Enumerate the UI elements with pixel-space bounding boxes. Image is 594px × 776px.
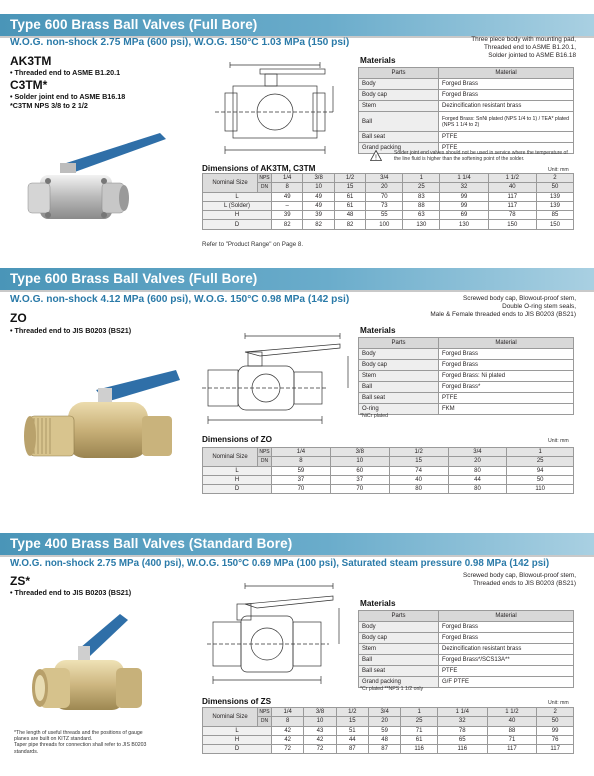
value-cell: 78 [488,211,536,220]
dn-cell: 40 [488,183,536,192]
note-line: Threaded end to ASME B1.20.1, [483,44,576,51]
table-row [203,485,574,494]
value-cell: 80 [448,466,507,475]
material-cell: Dezincification resistant brass [439,644,574,655]
value-cell: 99 [440,201,488,210]
material-cell: PTFE [439,666,574,677]
material-cell: Forged Brass* [439,382,574,393]
part-cell: Body [359,79,439,90]
table-row [359,644,574,655]
feature-line: • Threaded end to ASME B1.20.1 [10,68,121,77]
value-cell: 63 [403,211,440,220]
row-label: H [203,735,272,744]
material-cell: PTFE [439,143,574,154]
materials-title: Materials [360,599,396,608]
dn-cell: 20 [366,183,403,192]
product-range-ref: Refer to "Product Range" on Page 8. [202,241,304,248]
footnote-line: *The length of useful threads and the positions of gauge [14,730,143,736]
value-cell: 71 [487,735,537,744]
row-label: H [203,211,272,220]
table-header-row [359,611,574,622]
value-cell: 72 [304,745,336,754]
dn-cell: 50 [537,717,574,726]
row-label: L (Solder) [203,201,272,210]
section1-rating: W.O.G. non-shock 2.75 MPa (600 psi), W.O.G. 150°C 1.03 MPa (150 psi) [10,37,350,48]
part-cell: Ball [359,655,439,666]
material-cell: G/F PTFE [439,677,574,688]
table-header-row [203,183,574,192]
header-cell: Parts [359,338,439,349]
note-line: Screwed body cap, Blowout-proof stem, [463,572,576,579]
valve-photo-zs [22,608,172,718]
value-cell: 74 [389,466,448,475]
value-cell: 116 [437,745,487,754]
value-cell: 83 [403,192,440,201]
dn-cell: 8 [272,457,331,466]
materials-title: Materials [360,56,396,65]
footnote-line: Taper pipe threads for connection shall refer to JIS B0203 [14,742,147,749]
nps-cell: 3/8 [303,174,334,183]
nps-cell: 1 [507,448,574,457]
material-cell: Dezincification resistant brass [439,101,574,112]
nps-cell: 2 [536,174,573,183]
materials-table [358,67,574,154]
part-cell: Ball seat [359,393,439,404]
table-header-row [359,68,574,79]
value-cell: 117 [537,745,574,754]
value-cell: 48 [334,211,365,220]
dn-cell: 32 [437,717,487,726]
section1-title: Type 600 Brass Ball Valves (Full Bore) [10,17,258,32]
nominal-size-header: Nominal Size [203,708,258,727]
nps-cell: 1 1/2 [487,708,537,717]
nominal-size-header: Nominal Size [203,448,258,467]
table-row [359,349,574,360]
value-cell: 72 [272,745,304,754]
value-cell: 82 [272,220,303,229]
warning-icon [370,150,382,161]
nps-cell: 3/4 [448,448,507,457]
value-cell: 117 [487,745,537,754]
value-cell: 99 [537,726,574,735]
table-row [359,360,574,371]
note-line: Double O-ring stem seals, [502,303,576,310]
value-cell: 42 [304,735,336,744]
value-cell: 65 [437,735,487,744]
table-row [359,90,574,101]
unit-note: Unit: mm [548,438,569,444]
value-cell: 139 [536,201,573,210]
header-cell: Parts [359,68,439,79]
nps-cell: 2 [537,708,574,717]
dn-cell: 40 [487,717,537,726]
nps-cell: 3/8 [330,448,389,457]
dn-cell: 10 [303,183,334,192]
note-line: Three piece body with mounting pad, [471,36,576,43]
value-cell: 117 [488,201,536,210]
table-row [359,655,574,666]
header-cell: Parts [359,611,439,622]
table-row [359,666,574,677]
dimension-drawing-zo [200,330,360,430]
dn-cell: 10 [330,457,389,466]
value-cell: 50 [507,475,574,484]
value-cell: 48 [368,735,400,744]
dimensions-title: Dimensions of ZO [202,435,273,444]
note-line: Threaded ends to JIS B0203 (BS21) [472,580,576,587]
dimensions-table-ak3tm [202,173,574,230]
section2-banner [0,268,594,292]
value-cell: 42 [272,726,304,735]
dimensions-table-zs [202,707,574,754]
nps-label: NPS [259,449,270,456]
part-cell: Body cap [359,633,439,644]
value-cell: 70 [366,192,403,201]
material-cell: Forged Brass [439,79,574,90]
value-cell: 43 [304,726,336,735]
table-row [203,211,574,220]
material-cell: Forged Brass [439,349,574,360]
materials-title: Materials [360,326,396,335]
feature-line: • Threaded end to JIS B0203 (BS21) [10,326,132,335]
value-cell: 39 [303,211,334,220]
dn-label: DN [258,457,272,466]
table-row [203,726,574,735]
table-header-row [203,457,574,466]
value-cell: 130 [403,220,440,229]
value-cell: 70 [272,485,331,494]
model-ak3tm: AK3TM [10,54,52,68]
value-cell: 82 [334,220,365,229]
material-cell: FKM [439,404,574,415]
dn-cell: 15 [336,717,368,726]
dn-cell: 8 [272,717,304,726]
value-cell: 55 [366,211,403,220]
value-cell: 60 [330,466,389,475]
value-cell: 150 [488,220,536,229]
value-cell: – [272,201,303,210]
solder-warning: Solder joint end valves should not be used in service where the temperature of the line fluid is higher than the softening point of the solder. [394,150,568,162]
value-cell: 71 [401,726,438,735]
value-cell: 61 [401,735,438,744]
dn-cell: 20 [368,717,400,726]
row-label: D [203,485,272,494]
value-cell: 59 [368,726,400,735]
section1-banner [0,14,594,38]
section3-rating: W.O.G. non-shock 2.75 MPa (400 psi), W.O.G. 150°C 0.69 MPa (100 psi), Saturated steam pressure 0.98 MPa (142 psi) [10,558,550,569]
dn-cell: 15 [389,457,448,466]
header-cell: Material [439,68,574,79]
row-label: L [203,466,272,475]
material-note: *Cr plated **NPS 1 1/2 only [360,686,424,692]
table-row [359,371,574,382]
table-row [203,466,574,475]
part-cell: Ball [359,112,439,132]
unit-note: Unit: mm [548,700,569,706]
value-cell: 44 [336,735,368,744]
value-cell: 51 [336,726,368,735]
value-cell: 150 [536,220,573,229]
table-row [203,220,574,229]
dn-label: DN [258,717,272,726]
value-cell: 94 [507,466,574,475]
note-line: Male & Female threaded ends to JIS B0203 (BS21) [430,311,576,318]
value-cell: 80 [389,485,448,494]
value-cell: 39 [272,211,303,220]
nps-label: NPS [259,175,270,182]
header-cell: Material [439,611,574,622]
part-cell: Ball seat [359,666,439,677]
section3-title: Type 400 Brass Ball Valves (Standard Bore) [10,536,293,551]
value-cell: 76 [537,735,574,744]
dimension-drawing-zs [205,578,355,690]
footnote-line: planes are built on KITZ standard. [14,736,93,743]
value-cell: 61 [334,201,365,210]
value-cell: 49 [272,192,303,201]
value-cell: 117 [488,192,536,201]
feature-line: *C3TM NPS 3/8 to 2 1/2 [10,101,88,110]
table-row [359,132,574,143]
dn-cell: 25 [403,183,440,192]
nps-cell: 1 [403,174,440,183]
value-cell: 78 [437,726,487,735]
nps-cell: 1/4 [272,708,304,717]
table-row [359,112,574,132]
dimension-drawing-ak3tm [205,55,345,165]
nps-cell: 3/4 [368,708,400,717]
nps-cell: 1 1/2 [488,174,536,183]
value-cell: 87 [368,745,400,754]
nps-cell: 1 1/4 [437,708,487,717]
model-zs: ZS* [10,574,31,588]
value-cell: 80 [448,485,507,494]
table-header-row [203,174,574,183]
dn-cell: 10 [304,717,336,726]
table-row [203,735,574,744]
nps-cell: 1/4 [272,174,303,183]
value-cell: 85 [536,211,573,220]
unit-note: Unit: mm [548,167,569,173]
nps-cell: 1 1/4 [440,174,488,183]
table-header-row [203,717,574,726]
nps-cell: 3/8 [304,708,336,717]
table-header-row [203,708,574,717]
table-row [203,201,574,210]
model-zo: ZO [10,311,27,325]
feature-line: • Solder joint end to ASME B16.18 [10,92,126,101]
materials-table [358,610,574,688]
dn-cell: 25 [507,457,574,466]
dn-cell: 15 [334,183,365,192]
value-cell: 100 [366,220,403,229]
thread-footnote [14,730,199,755]
dn-cell: 50 [536,183,573,192]
part-cell: Body cap [359,360,439,371]
part-cell: Body [359,349,439,360]
value-cell: 37 [272,475,331,484]
part-cell: Stem [359,371,439,382]
table-row [203,745,574,754]
table-row [359,622,574,633]
value-cell: 69 [440,211,488,220]
value-cell: 88 [403,201,440,210]
svg-text:!: ! [375,154,377,161]
table-row [359,79,574,90]
value-cell: 99 [440,192,488,201]
table-header-row [203,448,574,457]
dimensions-title: Dimensions of AK3TM, C3TM [202,164,316,173]
row-label: L [203,192,272,201]
section2-title: Type 600 Brass Ball Valves (Full Bore) [10,271,258,286]
dn-label: DN [258,183,272,192]
value-cell: 49 [303,192,334,201]
part-cell: Body cap [359,90,439,101]
value-cell: 42 [272,735,304,744]
part-cell: Stem [359,101,439,112]
section1-notes [471,36,576,60]
part-cell: Ball [359,382,439,393]
part-cell: Grand packing [359,677,439,688]
row-label: D [203,220,272,229]
note-line: Solder jointed to ASME B16.18 [488,52,576,59]
row-label: L [203,726,272,735]
row-label: D [203,745,272,754]
value-cell: 116 [401,745,438,754]
material-cell: Forged Brass [439,90,574,101]
section3-banner [0,533,594,557]
part-cell: O-ring [359,404,439,415]
value-cell: 82 [303,220,334,229]
section3-notes [463,572,576,588]
material-cell: Forged Brass [439,622,574,633]
part-cell: Body [359,622,439,633]
note-line: Screwed body cap, Blowout-proof stem, [463,295,576,302]
table-header-row [359,338,574,349]
material-cell: Forged Brass*/SCS13A** [439,655,574,666]
dn-cell: 8 [272,183,303,192]
header-cell: Material [439,338,574,349]
value-cell: 87 [336,745,368,754]
nps-label: NPS [259,709,270,716]
value-cell: 73 [366,201,403,210]
table-row [359,393,574,404]
model-c3tm: C3TM* [10,78,48,92]
value-cell: 61 [334,192,365,201]
value-cell: 139 [536,192,573,201]
table-row [359,633,574,644]
table-row [359,404,574,415]
part-cell: Stem [359,644,439,655]
value-cell: 59 [272,466,331,475]
material-cell: Forged Brass: Ni plated [439,371,574,382]
value-cell: 40 [389,475,448,484]
section2-rating: W.O.G. non-shock 4.12 MPa (600 psi), W.O.G. 150°C 0.98 MPa (142 psi) [10,294,350,305]
material-cell: Forged Brass [439,360,574,371]
valve-photo-ak3tm [20,125,180,240]
nps-cell: 1/2 [334,174,365,183]
materials-table [358,337,574,415]
part-cell: Grand packing [359,143,439,154]
section2-notes [430,295,576,319]
material-cell: Forged Brass: SnNi plated (NPS 1/4 to 1) / TEA* plated (NPS 1 1/4 to 2) [439,112,574,132]
table-row [359,382,574,393]
material-note: *NiCr plated [360,413,388,419]
material-cell: PTFE [439,393,574,404]
material-cell: Forged Brass [439,633,574,644]
dimensions-table-zo [202,447,574,494]
feature-line: • Threaded end to JIS B0203 (BS21) [10,588,132,597]
value-cell: 70 [330,485,389,494]
nominal-size-header: Nominal Size [203,174,258,193]
value-cell: 88 [487,726,537,735]
dn-cell: 32 [440,183,488,192]
table-row [359,101,574,112]
value-cell: 49 [303,201,334,210]
dimensions-title: Dimensions of ZS [202,697,272,706]
nps-cell: 1/2 [336,708,368,717]
dn-cell: 25 [401,717,438,726]
footnote-line: standards. [14,748,39,755]
nps-cell: 1 [401,708,438,717]
material-cell: PTFE [439,132,574,143]
nps-cell: 1/2 [389,448,448,457]
row-label: H [203,475,272,484]
value-cell: 44 [448,475,507,484]
value-cell: 130 [440,220,488,229]
value-cell: 110 [507,485,574,494]
valve-photo-zo [18,362,193,482]
dn-cell: 20 [448,457,507,466]
table-row [203,192,574,201]
nps-cell: 1/4 [272,448,331,457]
value-cell: 37 [330,475,389,484]
nps-cell: 3/4 [366,174,403,183]
part-cell: Ball seat [359,132,439,143]
table-row [203,475,574,484]
